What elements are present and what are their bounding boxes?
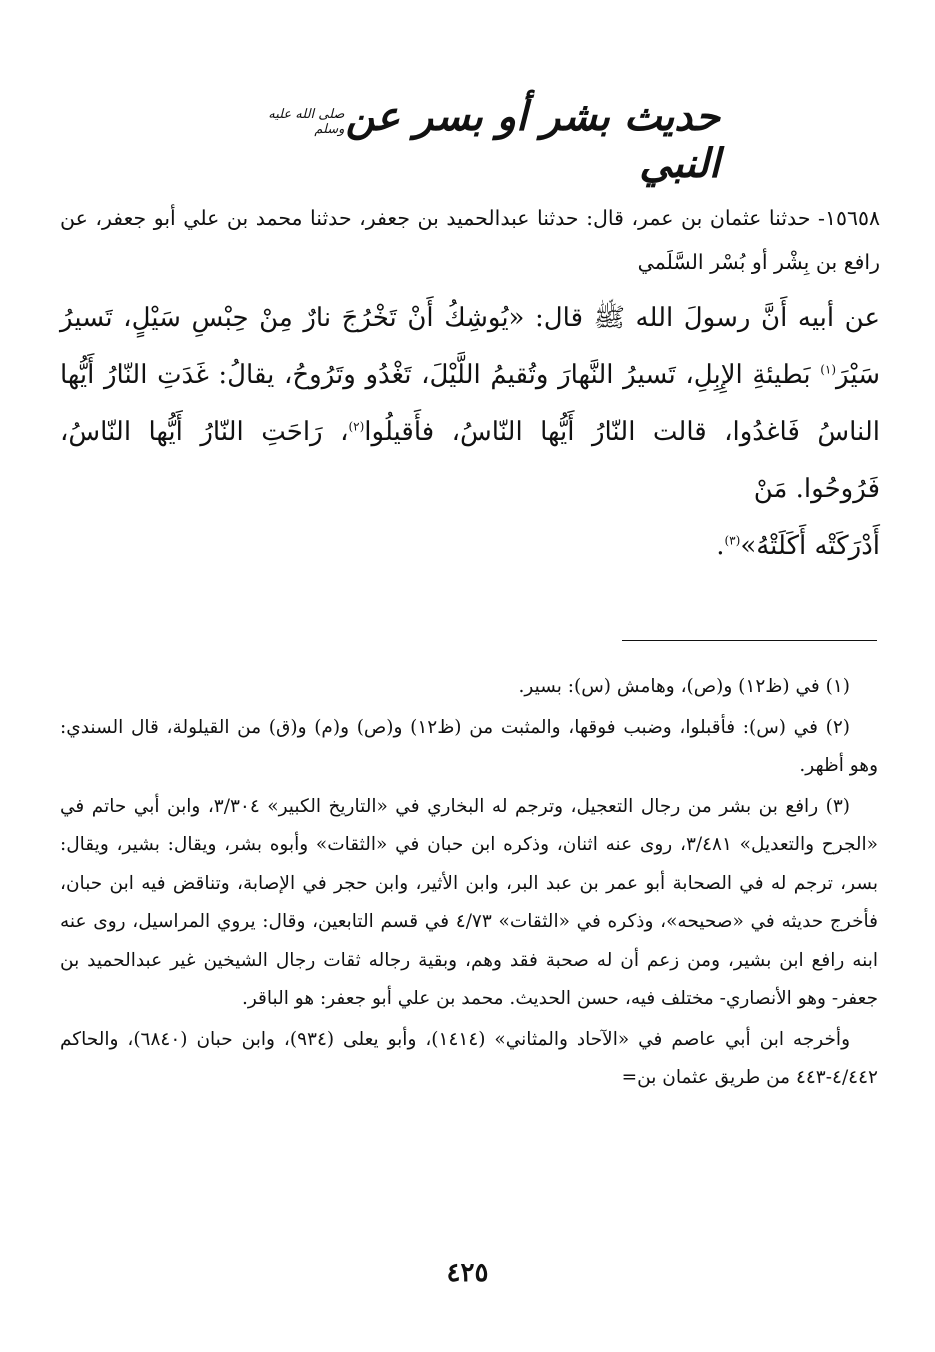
footnote-3: (٣) رافع بن بشر من رجال التعجيل، وترجم له البخاري في «التاريخ الكبير» ٣/٣٠٤، وابن أبي حاتم في «الجرح والتعديل» ٣/٤٨١، روى عنه اثنان، وذكره ابن حبان في «الثقات» وأبوه بشر، ويقال: بشير، ويقال: بسر، ترجم له في الصحابة أبو عمر بن عبد البر، وابن الأثير، وابن حجر في الإصابة، وتناقض فيه ابن حبان، فأخرج حديثه في «صحيحه»، وذكره في «الثقات» ٤/٧٣ في قسم التابعين، وقال: يروي المراسيل، روى عنه ابنه رافع ابن بشير، ومن زعم أن له صحبة فقد وهم، وبقية رجاله ثقات رجال الشيخين غير عبدالحميد بن جعفر- وهو الأنصاري- مختلف فيه، حسن الحديث. محمد بن علي أبو جعفر: هو الباقر.: [60, 795, 878, 1009]
footnote-takhrij: وأخرجه ابن أبي عاصم في «الآحاد والمثاني» (١٤١٤)، وأبو يعلى (٩٣٤)، وابن حبان (٦٨٤٠)، والحاكم ٤/٤٤٢-٤٤٣ من طريق عثمان بن=: [60, 1028, 878, 1088]
hadith-matn: [60, 290, 880, 575]
footnotes: [60, 668, 878, 1100]
footnote-ref-1: (١): [820, 362, 837, 377]
hadith-isnad: ١٥٦٥٨- حدثنا عثمان بن عمر، قال: حدثنا عبدالحميد بن جعفر، حدثنا محمد بن علي أبو جعفر، عن رافع بن بِشْر أو بُسْر السَّلَمي: [60, 206, 880, 274]
matn-text-4: أَدْرَكَتْه أَكَلَتْهُ»: [740, 531, 880, 561]
matn-text-3: ، رَاحَتِ النّارُ أَيُّها النّاسُ، فَرُوحُوا. مَنْ: [60, 417, 880, 504]
footnote-2: (٢) في (س): فأقبلوا، وضبب فوقها، والمثبت من (ظ١٢) و(ص) و(م) و(ق) من القيلولة، قال السندي: وهو أظهر.: [60, 716, 878, 776]
footnote-ref-3: (٣): [724, 533, 741, 548]
chapter-heading: [250, 93, 720, 187]
matn-text-2: بَطيئةِ الإِبِلِ، تَسيرُ النَّهارَ وتُقيمُ اللَّيْلَ، تَغْدُو وتَرُوحُ، يقالُ: غَدَتِ النّارُ أَيُّها الناسُ فَاغدُوا، قالت النّارُ أَيُّها النّاسُ، فأَقيلُوا: [60, 360, 880, 447]
matn-end: .: [716, 531, 725, 561]
matn-last-line: [60, 518, 880, 575]
chapter-title: حديث بشر أو بسر عن النبي: [345, 93, 720, 187]
salutation-calligraphy: صلى الله عليه وسلم: [268, 107, 345, 137]
footnote-ref-2: (٢): [348, 419, 365, 434]
page-number: ٤٢٥: [446, 1258, 489, 1288]
footnote-1: (١) في (ظ١٢) و(ص)، وهامش (س): بسير.: [518, 676, 850, 697]
matn-text-1: عن أبيه أَنَّ رسولَ الله ﷺ قال: «يُوشِكُ أَنْ تَخْرُجَ نارٌ مِنْ حِبْسِ سَيْلٍ، تَسيرُ سَيْرَ: [60, 303, 880, 390]
footnote-separator: [622, 640, 877, 641]
